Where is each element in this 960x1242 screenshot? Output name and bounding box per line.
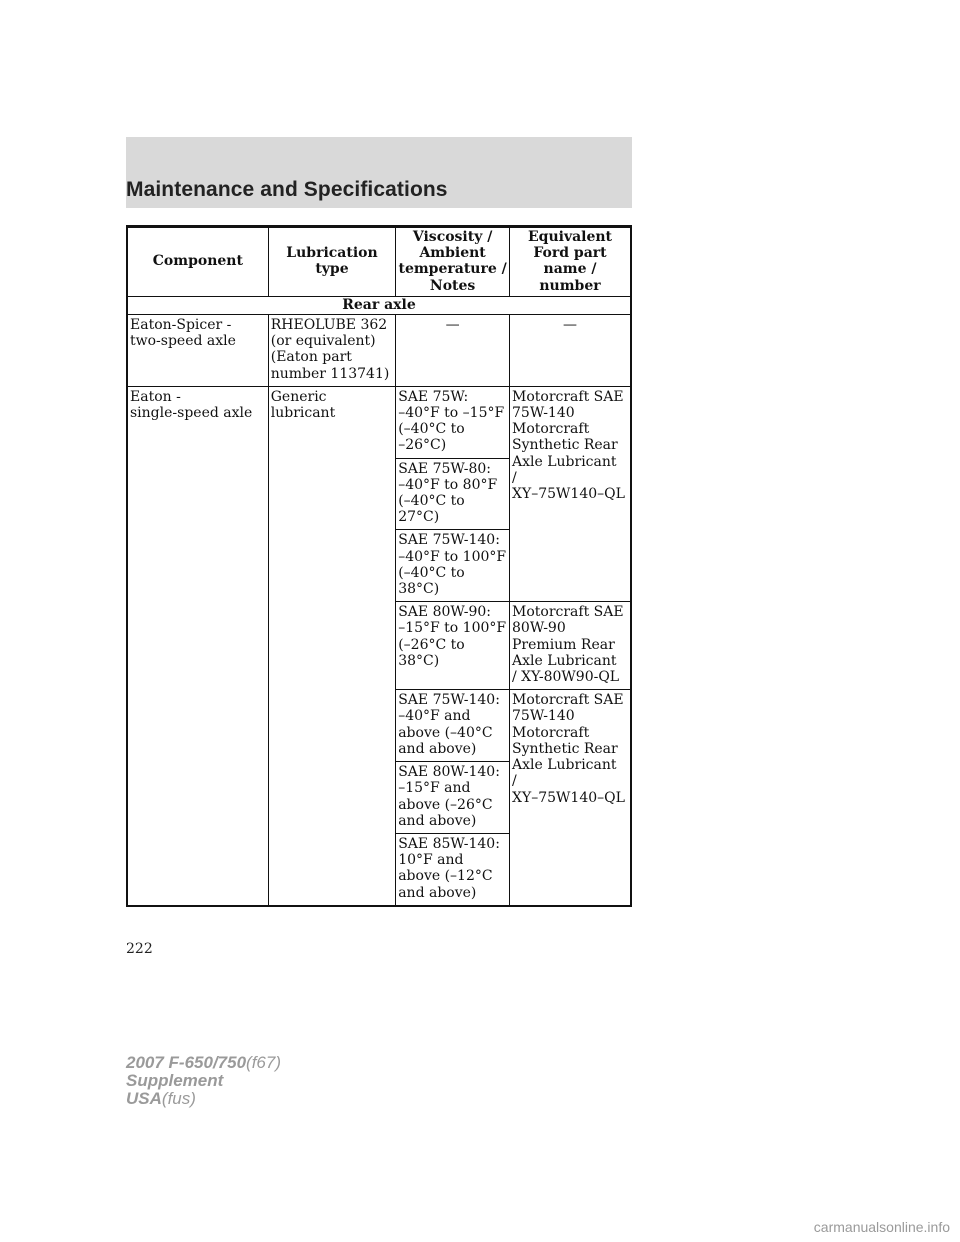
footer-line-region: [126, 1090, 281, 1108]
column-header-lubrication-type: Lubrication type: [268, 227, 395, 297]
page-number: 222: [126, 941, 153, 957]
viscosity-cell: SAE 85W-140: 10°F and above (–12°C and above): [396, 833, 510, 905]
ford-part-cell: Motorcraft SAE 75W-140 Motorcraft Synthetic Rear Axle Lubricant / XY–75W140–QL: [510, 386, 631, 601]
footer-region-code: (fus): [161, 1089, 196, 1108]
table-row: [127, 315, 631, 387]
viscosity-cell: SAE 80W-140: –15°F and above (–26°C and above): [396, 762, 510, 834]
ford-part-cell: Motorcraft SAE 80W-90 Premium Rear Axle Lubricant / XY-80W90-QL: [510, 602, 631, 690]
section-title: Rear axle: [127, 296, 631, 314]
footer-line-supplement: Supplement: [126, 1071, 224, 1090]
component-cell: Eaton - single-speed axle: [127, 386, 268, 905]
component-cell: Eaton-Spicer - two-speed axle: [127, 315, 268, 387]
footer-region: USA: [126, 1089, 162, 1108]
viscosity-cell: SAE 75W-80: –40°F to 80°F (–40°C to 27°C): [396, 458, 510, 530]
column-header-ford-part: Equivalent Ford part name / number: [510, 227, 631, 297]
table-header-row: [127, 227, 631, 297]
lubrication-type-cell: Generic lubricant: [268, 386, 395, 905]
ford-part-cell: Motorcraft SAE 75W-140 Motorcraft Synthetic Rear Axle Lubricant / XY–75W140–QL: [510, 690, 631, 906]
viscosity-cell: —: [396, 315, 510, 387]
table-row: [127, 386, 631, 458]
footer-model-code: (f67): [246, 1053, 282, 1072]
ford-part-cell: —: [510, 315, 631, 387]
column-header-viscosity: Viscosity / Ambient temperature / Notes: [396, 227, 510, 297]
watermark: carmanualsonline.info: [813, 1219, 950, 1235]
footer-model: 2007 F-650/750: [126, 1053, 247, 1072]
footer-model-info: [126, 1054, 281, 1108]
page-title: Maintenance and Specifications: [126, 178, 448, 201]
viscosity-cell: SAE 75W-140: –40°F and above (–40°C and above): [396, 690, 510, 762]
lubrication-type-cell: RHEOLUBE 362 (or equivalent) (Eaton part number 113741): [268, 315, 395, 387]
viscosity-cell: SAE 80W-90: –15°F to 100°F (–26°C to 38°C): [396, 602, 510, 690]
footer-line-model: [126, 1054, 281, 1072]
column-header-component: Component: [127, 227, 268, 297]
lubricant-spec-table: [126, 225, 632, 907]
viscosity-cell: SAE 75W-140: –40°F to 100°F (–40°C to 38°C): [396, 530, 510, 602]
viscosity-cell: SAE 75W: –40°F to –15°F (–40°C to –26°C): [396, 386, 510, 458]
section-row: [127, 296, 631, 314]
